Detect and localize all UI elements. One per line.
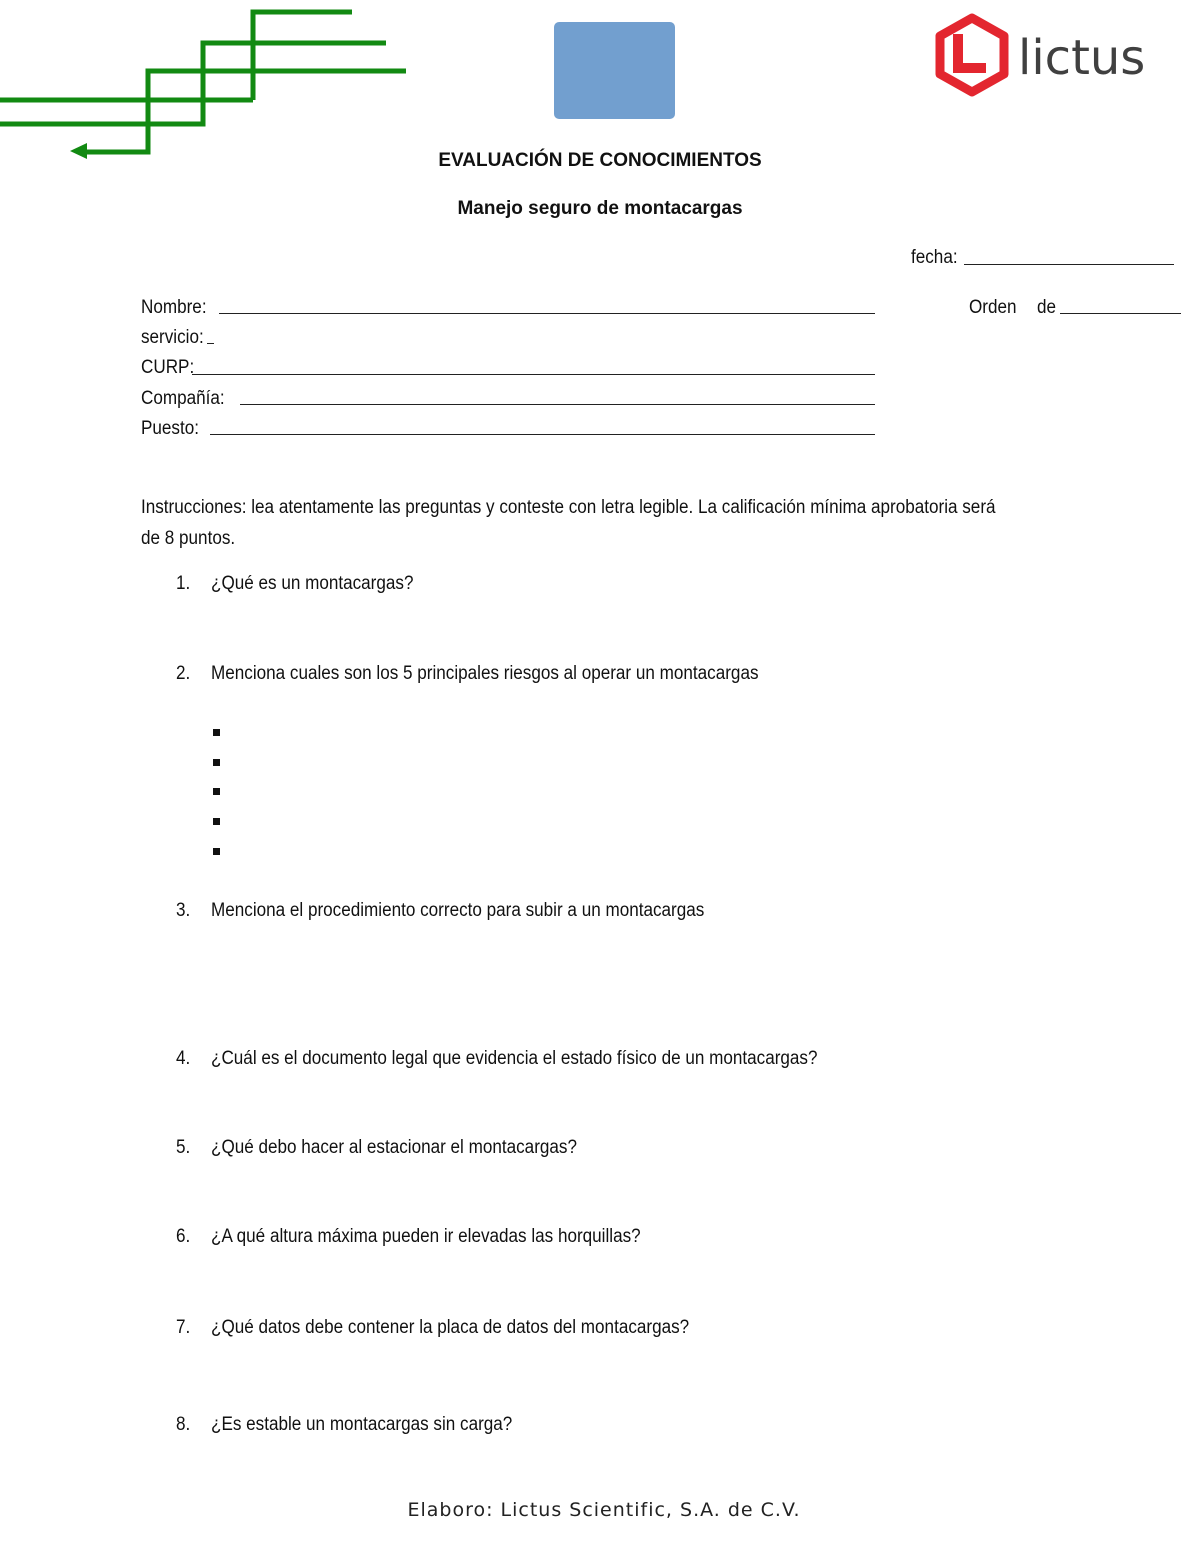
question-text: ¿Cuál es el documento legal que evidencia el estado físico de un montacargas? xyxy=(211,1048,818,1069)
orden-line[interactable] xyxy=(1060,313,1181,314)
answer-bullet xyxy=(213,848,220,855)
question-text: ¿Qué debo hacer al estacionar el montacargas? xyxy=(211,1137,577,1158)
document-title: EVALUACIÓN DE CONOCIMIENTOS xyxy=(438,150,762,171)
compania-label: Compañía: xyxy=(141,388,225,409)
instructions-text: Instrucciones: lea atentamente las preguntas y conteste con letra legible. La calificación mínima aprobatoria será de 8 puntos. xyxy=(141,497,996,549)
document-subtitle: Manejo seguro de montacargas xyxy=(457,198,743,219)
question-text: Menciona el procedimiento correcto para subir a un montacargas xyxy=(211,900,705,921)
logo-text: lictus xyxy=(1018,30,1146,86)
nombre-label: Nombre: xyxy=(141,297,207,318)
puesto-line[interactable] xyxy=(210,434,875,435)
question-number: 6. xyxy=(176,1226,191,1247)
answer-bullet xyxy=(213,729,220,736)
footer-text: Elaboro: Lictus Scientific, S.A. de C.V. xyxy=(407,1499,801,1521)
question-number: 2. xyxy=(176,663,191,684)
question-number: 4. xyxy=(176,1048,191,1069)
question-number: 8. xyxy=(176,1414,191,1435)
question-text: ¿Es estable un montacargas sin carga? xyxy=(211,1414,513,1435)
question-number: 5. xyxy=(176,1137,191,1158)
answer-bullet xyxy=(213,818,220,825)
compania-line[interactable] xyxy=(240,404,875,405)
answer-bullet xyxy=(213,759,220,766)
question-text: ¿A qué altura máxima pueden ir elevadas las horquillas? xyxy=(211,1226,641,1247)
nombre-line[interactable] xyxy=(219,313,875,314)
orden-label: Orden xyxy=(969,297,1017,318)
curp-label: CURP: xyxy=(141,357,195,378)
fecha-line[interactable] xyxy=(964,264,1174,265)
image-placeholder xyxy=(554,22,675,119)
puesto-label: Puesto: xyxy=(141,418,199,439)
question-number: 3. xyxy=(176,900,191,921)
question-text: ¿Qué es un montacargas? xyxy=(211,573,414,594)
decorative-green-lines xyxy=(0,0,420,165)
question-text: Menciona cuales son los 5 principales riesgos al operar un montacargas xyxy=(211,663,759,684)
question-text: ¿Qué datos debe contener la placa de datos del montacargas? xyxy=(211,1317,690,1338)
fecha-label: fecha: xyxy=(911,247,958,268)
servicio-label: servicio: xyxy=(141,327,204,348)
de-label: de xyxy=(1037,297,1057,318)
question-number: 7. xyxy=(176,1317,191,1338)
servicio-line[interactable] xyxy=(207,343,214,344)
lictus-logo-icon xyxy=(934,12,1014,97)
answer-bullet xyxy=(213,788,220,795)
curp-line[interactable] xyxy=(192,374,875,375)
question-number: 1. xyxy=(176,573,191,594)
